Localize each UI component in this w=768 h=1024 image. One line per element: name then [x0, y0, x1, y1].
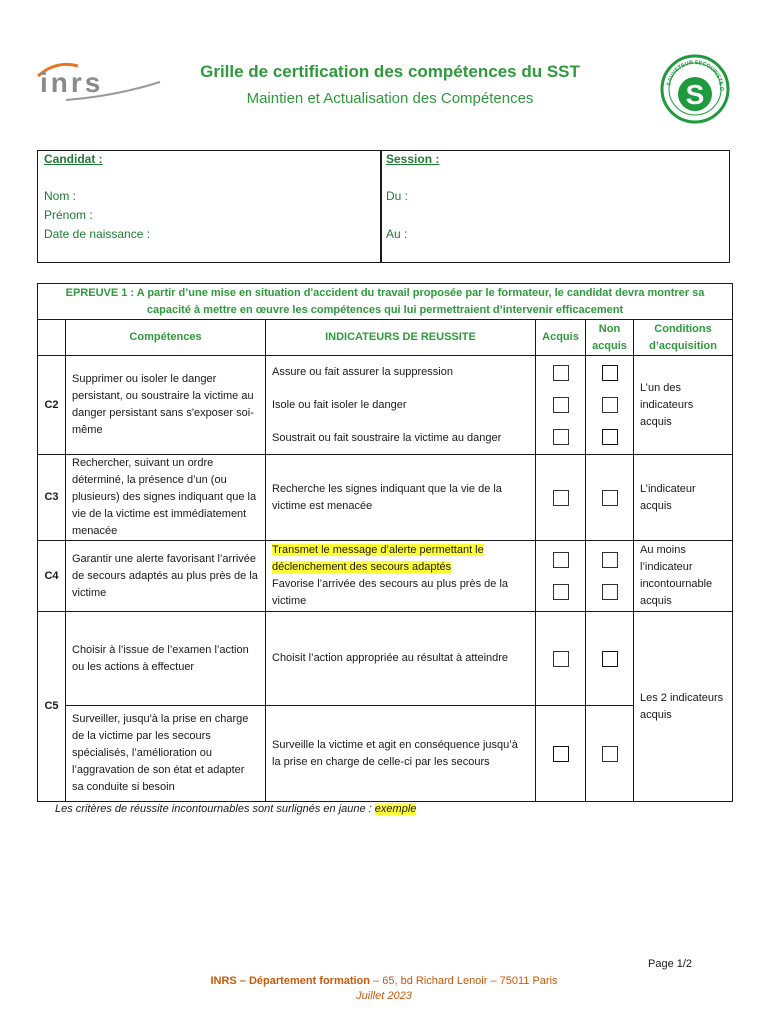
non-acquis-checkbox[interactable]	[602, 429, 618, 445]
non-acquis-checkbox[interactable]	[602, 365, 618, 381]
indicator-text: Surveille la victime et agit en conséquence jusqu’à la prise en charge de celle-ci par les secours	[266, 706, 536, 802]
acquis-checkbox[interactable]	[553, 584, 569, 600]
acquis-checkboxes	[536, 455, 586, 541]
footer-address	[84, 975, 684, 987]
indicator-text: Soustrait ou fait soustraire la victime au danger	[272, 431, 502, 444]
candidate-divider	[380, 150, 382, 263]
row-code: C3	[38, 455, 66, 541]
table-row-c3	[38, 455, 733, 541]
footer-date: Juillet 2023	[356, 990, 412, 1002]
inrs-logo-text: inrs	[40, 67, 104, 98]
indicator-text: Assure ou fait assurer la suppression	[272, 365, 453, 378]
acquis-checkbox[interactable]	[553, 651, 569, 667]
acquis-checkbox[interactable]	[553, 429, 569, 445]
highlight-note	[55, 803, 416, 815]
indicator-text: Favorise l’arrivée des secours au plus près de la victime	[272, 578, 509, 607]
indicator-cell	[266, 356, 536, 455]
footer-org: INRS – Département formation	[210, 975, 370, 987]
header-non-acquis: Non acquis	[586, 320, 634, 356]
nom-label: Nom :	[44, 189, 77, 203]
sst-seal-logo	[660, 54, 730, 124]
indicator-text: Choisit l’action appropriée au résultat à atteindre	[266, 612, 536, 706]
table-row-c4	[38, 541, 733, 612]
acquis-checkboxes	[536, 706, 586, 802]
header-acquis: Acquis	[536, 320, 586, 356]
condition-text: Les 2 indicateurs acquis	[634, 612, 733, 802]
header-indicateurs: INDICATEURS DE REUSSITE	[266, 320, 536, 356]
candidate-box	[37, 150, 730, 263]
note-text: Les critères de réussite incontournables sont surlignés en jaune :	[55, 803, 375, 815]
competence-text: Garantir une alerte favorisant l’arrivée de secours adaptés au plus près de la victime	[66, 541, 266, 612]
acquis-checkbox[interactable]	[553, 552, 569, 568]
indicator-text: Recherche les signes indiquant que la vie de la victime est menacée	[266, 455, 536, 541]
acquis-checkbox[interactable]	[553, 490, 569, 506]
non-acquis-checkboxes	[586, 541, 634, 612]
indicator-text: Isole ou fait isoler le danger	[272, 398, 407, 411]
session-du-label: Du :	[386, 189, 409, 203]
table-row-c2	[38, 356, 733, 455]
non-acquis-checkbox[interactable]	[602, 584, 618, 600]
footer-address-text: – 65, bd Richard Lenoir – 75011 Paris	[370, 975, 558, 987]
table-row-c5b	[38, 706, 733, 802]
condition-text: L’un des indicateurs acquis	[634, 356, 733, 455]
indicator-cell	[266, 541, 536, 612]
condition-text: L’indicateur acquis	[634, 455, 733, 541]
acquis-checkboxes	[536, 356, 586, 455]
acquis-checkbox[interactable]	[553, 397, 569, 413]
row-code: C5	[38, 612, 66, 802]
epreuve-description: EPREUVE 1 : A partir d’une mise en situation d'accident du travail proposée par le formateur, le candidat devra montrer sa capacité à mettre en œuvre les compétences qui lui permettraient d’intervenir efficacement	[38, 284, 733, 320]
non-acquis-checkboxes	[586, 455, 634, 541]
seal-text: SAUVETEUR SECOURISTE D	[666, 59, 725, 91]
competence-text: Supprimer ou isoler le danger persistant, ou soustraire la victime au danger persistant sans s'exposer soi-même	[66, 356, 266, 455]
condition-text: Au moins l’indicateur incontournable acquis	[634, 541, 733, 612]
non-acquis-checkbox[interactable]	[602, 651, 618, 667]
non-acquis-checkboxes	[586, 612, 634, 706]
page-number: Page 1/2	[648, 958, 693, 970]
header-empty	[38, 320, 66, 356]
row-code: C4	[38, 541, 66, 612]
non-acquis-checkboxes	[586, 356, 634, 455]
dob-label: Date de naissance :	[44, 227, 151, 241]
seal-letter: S	[685, 79, 705, 110]
page-title: Grille de certification des compétences du SST	[200, 62, 580, 81]
indicator-text-highlighted: Transmet le message d’alerte permettant le déclenchement des secours adaptés	[272, 544, 484, 573]
acquis-checkboxes	[536, 612, 586, 706]
non-acquis-checkbox[interactable]	[602, 490, 618, 506]
acquis-checkbox[interactable]	[553, 746, 569, 762]
header-competences: Compétences	[66, 320, 266, 356]
competence-text: Surveiller, jusqu'à la prise en charge de la victime par les secours spécialisés, l’amélioration ou l’aggravation de son état et adapter sa conduite si besoin	[66, 706, 266, 802]
non-acquis-checkbox[interactable]	[602, 746, 618, 762]
prenom-label: Prénom :	[44, 208, 93, 222]
table-row-c5a	[38, 612, 733, 706]
header-conditions: Conditions d’acquisition	[634, 320, 733, 356]
candidate-heading: Candidat :	[44, 152, 103, 166]
non-acquis-checkbox[interactable]	[602, 552, 618, 568]
acquis-checkbox[interactable]	[553, 365, 569, 381]
row-code: C2	[38, 356, 66, 455]
competence-table	[37, 283, 733, 802]
competence-text: Rechercher, suivant un ordre déterminé, la présence d’un (ou plusieurs) des signes indiquant que la vie de la victime est immédiatement menacée	[66, 455, 266, 541]
session-au-label: Au :	[386, 227, 408, 241]
page-subtitle: Maintien et Actualisation des Compétences	[246, 90, 534, 107]
note-example: exemple	[374, 803, 417, 815]
non-acquis-checkboxes	[586, 706, 634, 802]
acquis-checkboxes	[536, 541, 586, 612]
session-heading: Session :	[386, 152, 440, 166]
non-acquis-checkbox[interactable]	[602, 397, 618, 413]
competence-text: Choisir à l’issue de l’examen l’action ou les actions à effectuer	[66, 612, 266, 706]
